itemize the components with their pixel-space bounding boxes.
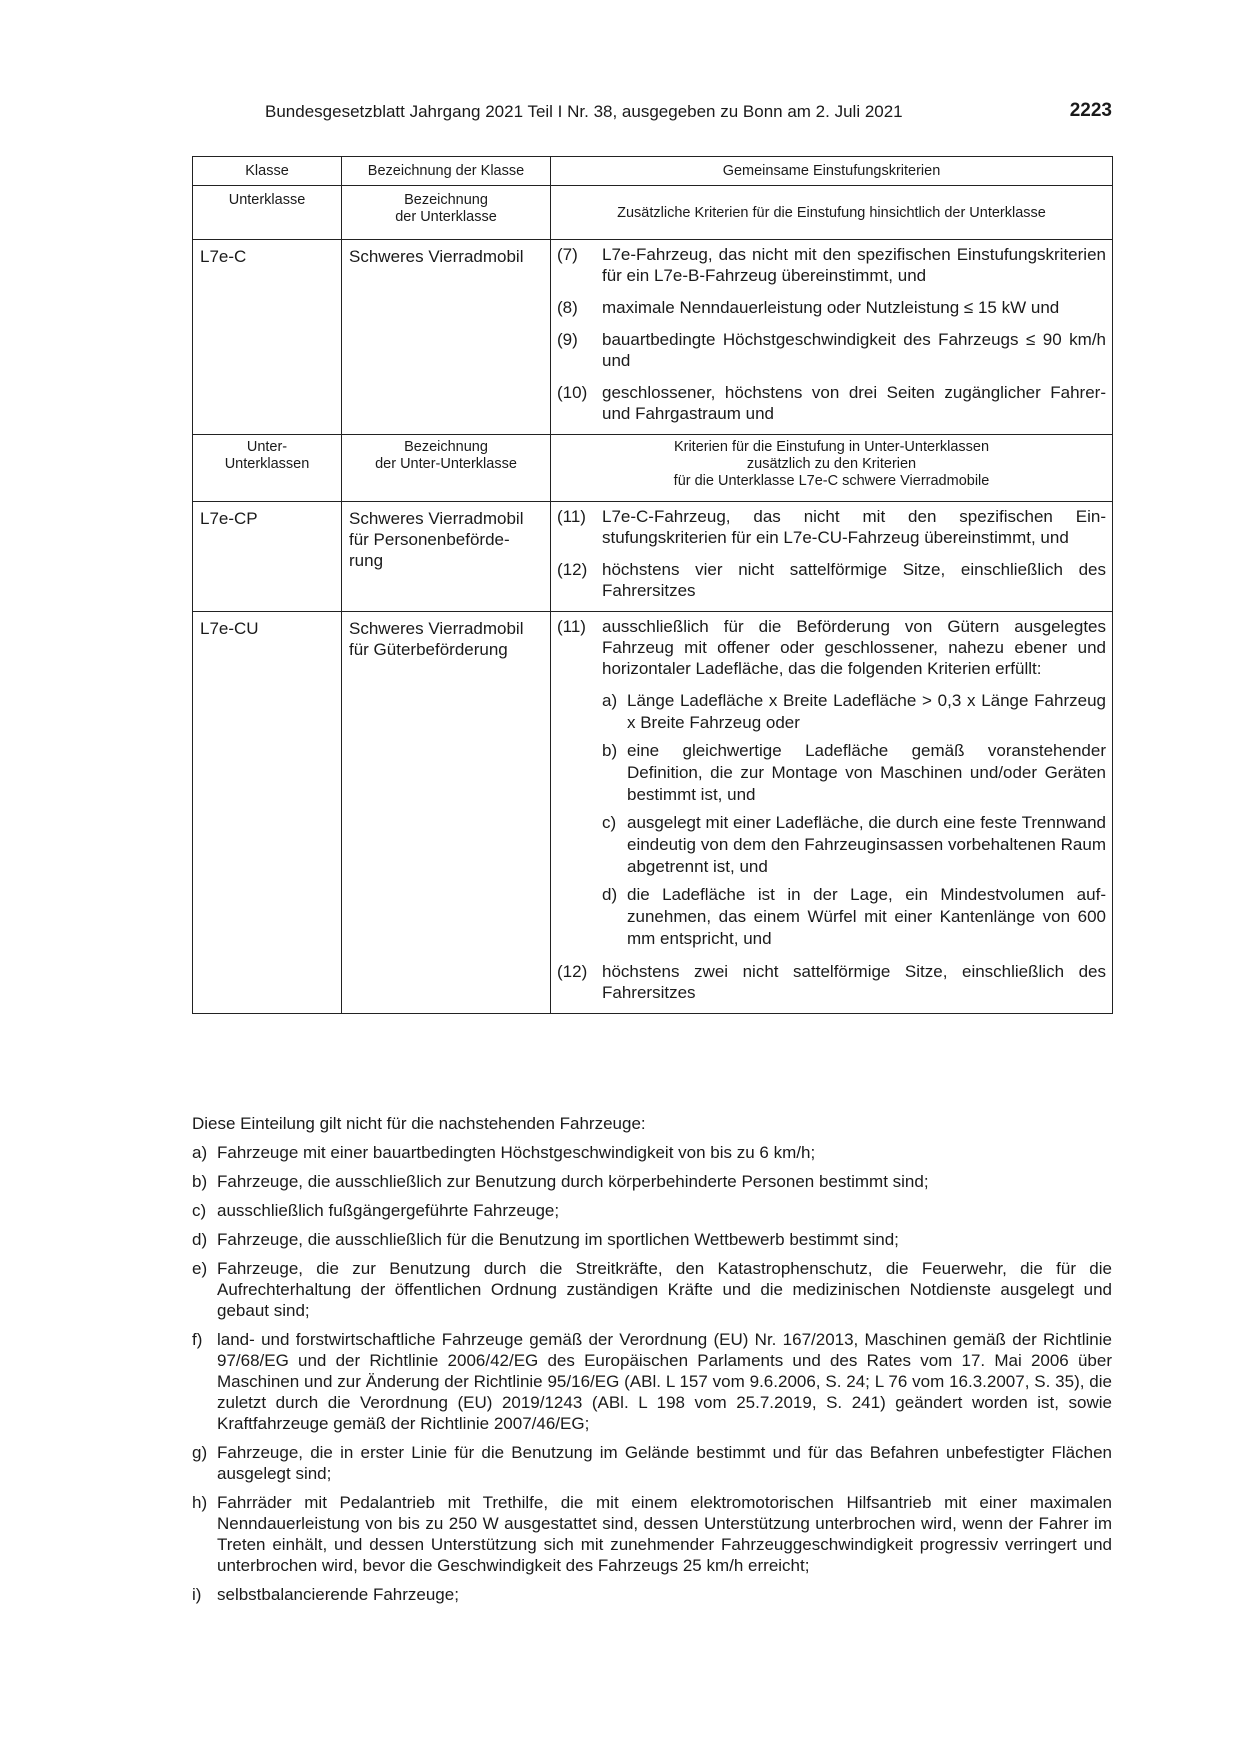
criterion-number: (8) [557,298,578,317]
page-number: 2223 [1069,100,1112,121]
exclusions-section [192,1113,1112,1613]
criterion-number: (12) [557,560,588,579]
cell-klasse: L7e-CP [193,502,342,612]
list-item-label: h) [192,1493,208,1512]
sub-criterion-text: eine gleichwertige Ladefläche gemäß voranstehender Definition, die zur Montage von Maschinen und/oder Geräten bestimmt ist, und [627,741,1106,804]
header-klasse: Klasse [245,163,289,179]
header-kriterien-uu-2: zusätzlich zu den Kriterien [746,456,917,472]
cell-klasse: L7e-CU [193,612,342,1014]
page-header [190,100,1112,124]
criterion-item [557,329,1106,371]
list-item-text: Fahrzeuge, die ausschließlich zur Benutzung durch körperbehinderte Personen bestimmt sind; [217,1172,929,1191]
criterion-text: höchstens vier nicht sattelförmige Sitze, einschließlich des Fahrersitzes [602,560,1106,600]
cell-kriterien [551,502,1113,612]
criterion-number: (7) [557,245,578,264]
list-item-label: g) [192,1443,208,1462]
criterion-item [557,961,1106,1003]
name-line: Schweres Vierradmobil [349,619,524,638]
criterion-item [557,506,1106,548]
sub-criterion-label: d) [602,885,618,904]
criterion-text: L7e-C-Fahrzeug, das nicht mit den spezifischen Einstufungskriterien für ein L7e-CU-Fahrzeug übereinstimmt, und [602,507,1106,547]
sub-criterion [602,884,1106,950]
list-item-text: land- und forstwirtschaftliche Fahrzeuge gemäß der Verordnung (EU) Nr. 167/2013, Maschinen gemäß der Richtlinie 97/68/EG und der Richtlinie 2006/42/EG des Europäischen Parlaments und des Rates vom 17. Mai 2006 über Maschinen und zur Änderung der Richtlinie 95/16/EG (ABl. L 157 vom 9.6.2006, S. 24; L 76 vom 16.3.2007, S. 35), die zuletzt durch die Verordnung (EU) 2019/1243 (ABl. L 198 vom 25.7.2019, S. 241) geändert worden ist, sowie Kraftfahrzeuge gemäß der Richtlinie 2007/46/EG; [217,1330,1112,1433]
cell-bezeichnung [342,502,551,612]
list-item [192,1258,1112,1321]
criterion-text: höchstens zwei nicht sattelförmige Sitze, einschließlich des Fahrersitzes [602,962,1106,1002]
header-bezeichnung-unterklasse-1: Bezeichnung [404,192,488,208]
list-item-label: i) [192,1585,202,1604]
list-item-text: ausschließlich fußgängergeführte Fahrzeuge; [217,1201,560,1220]
list-item [192,1442,1112,1484]
list-item-label: c) [192,1201,207,1220]
header-kriterien: Gemeinsame Einstufungskriterien [722,163,941,179]
table-subheader-row [193,186,1113,240]
table-row-l7e-cu [193,612,1113,1014]
list-item-label: d) [192,1230,208,1249]
header-kriterien-uu-3: für die Unterklasse L7e-C schwere Vierradmobile [673,473,990,489]
cell-bezeichnung [342,612,551,1014]
list-item [192,1171,1112,1192]
list-item-text: Fahrzeuge, die zur Benutzung durch die Streitkräfte, den Katastrophenschutz, die Feuerwehr, die für die Aufrechterhaltung der öffentlichen Ordnung zuständigen Kräfte und die medizinischen Notdienste ausgelegt und gebaut sind; [217,1259,1112,1320]
criterion-number: (9) [557,330,578,349]
criterion-number: (11) [557,617,586,636]
name-line: für Personenbeförde- [349,530,510,549]
table-subsubheader-row [193,435,1113,502]
cell-bezeichnung: Schweres Vierradmobil [342,240,551,435]
table-row-l7e-c [193,240,1113,435]
cell-kriterien [551,240,1113,435]
sub-criterion-text: Länge Ladefläche x Breite Ladefläche > 0,3 x Länge Fahrzeug x Breite Fahrzeug oder [627,691,1106,732]
criterion-text: maximale Nenndauerleistung oder Nutzleistung ≤ 15 kW und [602,298,1060,317]
list-item-text: Fahrzeuge, die in erster Linie für die Benutzung im Gelände bestimmt und für das Befahren unbefestigter Flächen ausgelegt sind; [217,1443,1112,1483]
name-line: Schweres Vierradmobil [349,509,524,528]
sub-criterion-label: c) [602,813,617,832]
criterion-item [557,616,1106,679]
list-item [192,1329,1112,1434]
header-unter-unterklassen-2: Unterklassen [224,456,310,472]
header-bezeichnung-unterklasse-2: der Unterklasse [395,209,497,225]
criterion-item [557,559,1106,601]
criterion-text: bauartbedingte Höchstgeschwindigkeit des Fahrzeugs ≤ 90 km/h und [602,330,1106,370]
list-item [192,1200,1112,1221]
table-header-row [193,157,1113,186]
header-unterklasse: Unterklasse [228,192,306,208]
exclusions-intro: Diese Einteilung gilt nicht für die nachstehenden Fahrzeuge: [192,1114,646,1133]
sub-criterion [602,812,1106,878]
list-item [192,1229,1112,1250]
criterion-item [557,382,1106,424]
criterion-text: L7e-Fahrzeug, das nicht mit den spezifischen Einstufungskriterien für ein L7e-B-Fahrzeug übereinstimmt, und [602,245,1106,285]
header-kriterien-uu-1: Kriterien für die Einstufung in Unter-Unterklassen [673,439,990,455]
sub-criterion [602,690,1106,734]
sub-criterion [602,740,1106,806]
cell-klasse: L7e-C [193,240,342,435]
sub-criterion-label: b) [602,741,618,760]
list-item-text: Fahrzeuge mit einer bauartbedingten Höchstgeschwindigkeit von bis zu 6 km/h; [217,1143,816,1162]
list-item-label: a) [192,1143,208,1162]
list-item-label: e) [192,1259,208,1278]
header-zusaetzliche-kriterien: Zusätzliche Kriterien für die Einstufung hinsichtlich der Unterklasse [617,205,1046,221]
list-item [192,1492,1112,1576]
list-item [192,1584,1112,1605]
list-item [192,1142,1112,1163]
list-item-label: f) [192,1330,203,1349]
table-row-l7e-cp [193,502,1113,612]
name-line: rung [349,551,384,570]
criterion-item [557,244,1106,286]
header-bezeichnung-uu-2: der Unter-Unterklasse [375,456,517,472]
list-item-text: selbstbalancierende Fahrzeuge; [217,1585,459,1604]
classification-table [192,156,1113,1014]
sub-criterion-text: die Ladefläche ist in der Lage, ein Mindestvolumen aufzunehmen, das einem Würfel mit einer Kantenlänge von 600 mm entspricht, und [627,885,1106,948]
sub-criterion-label: a) [602,691,618,710]
header-bezeichnung-uu-1: Bezeichnung [404,439,488,455]
criterion-number: (11) [557,507,586,526]
criterion-number: (10) [557,383,588,402]
criterion-item [557,297,1106,318]
header-unter-unterklassen-1: Unter- [246,439,288,455]
sub-criterion-text: ausgelegt mit einer Ladefläche, die durch eine feste Trennwand eindeutig von dem den Fahrzeuginsassen vorbehaltenen Raum abgetrennt ist, und [627,813,1106,876]
header-bezeichnung: Bezeichnung der Klasse [367,163,525,179]
criterion-text: geschlossener, höchstens von drei Seiten zugänglicher Fahrer- und Fahrgastraum und [602,383,1106,423]
criterion-number: (12) [557,962,588,981]
list-item-text: Fahrzeuge, die ausschließlich für die Benutzung im sportlichen Wettbewerb bestimmt sind; [217,1230,899,1249]
criterion-text: ausschließlich für die Beförderung von Gütern ausgelegtes Fahrzeug mit offener oder geschlossener, nahezu ebener und horizontaler Ladefläche, das die folgenden Kriterien erfüllt: [602,617,1106,678]
name-line: für Güterbeförderung [349,640,508,659]
list-item-text: Fahrräder mit Pedalantrieb mit Trethilfe, die mit einem elektromotorischen Hilfsantrieb mit einer maximalen Nenndauerleistung von bis zu 250 W ausgestattet sind, dessen Unterstützung unterbrochen wird, wenn der Fahrer im Treten einhält, und dessen Unterstützung sich mit zunehmender Fahrzeuggeschwindigkeit progressiv verringert und unterbrochen wird, bevor die Geschwindigkeit des Fahrzeugs 25 km/h erreicht; [217,1493,1112,1575]
header-title: Bundesgesetzblatt Jahrgang 2021 Teil I Nr. 38, ausgegeben zu Bonn am 2. Juli 2021 [265,102,903,121]
cell-kriterien [551,612,1113,1014]
list-item-label: b) [192,1172,208,1191]
